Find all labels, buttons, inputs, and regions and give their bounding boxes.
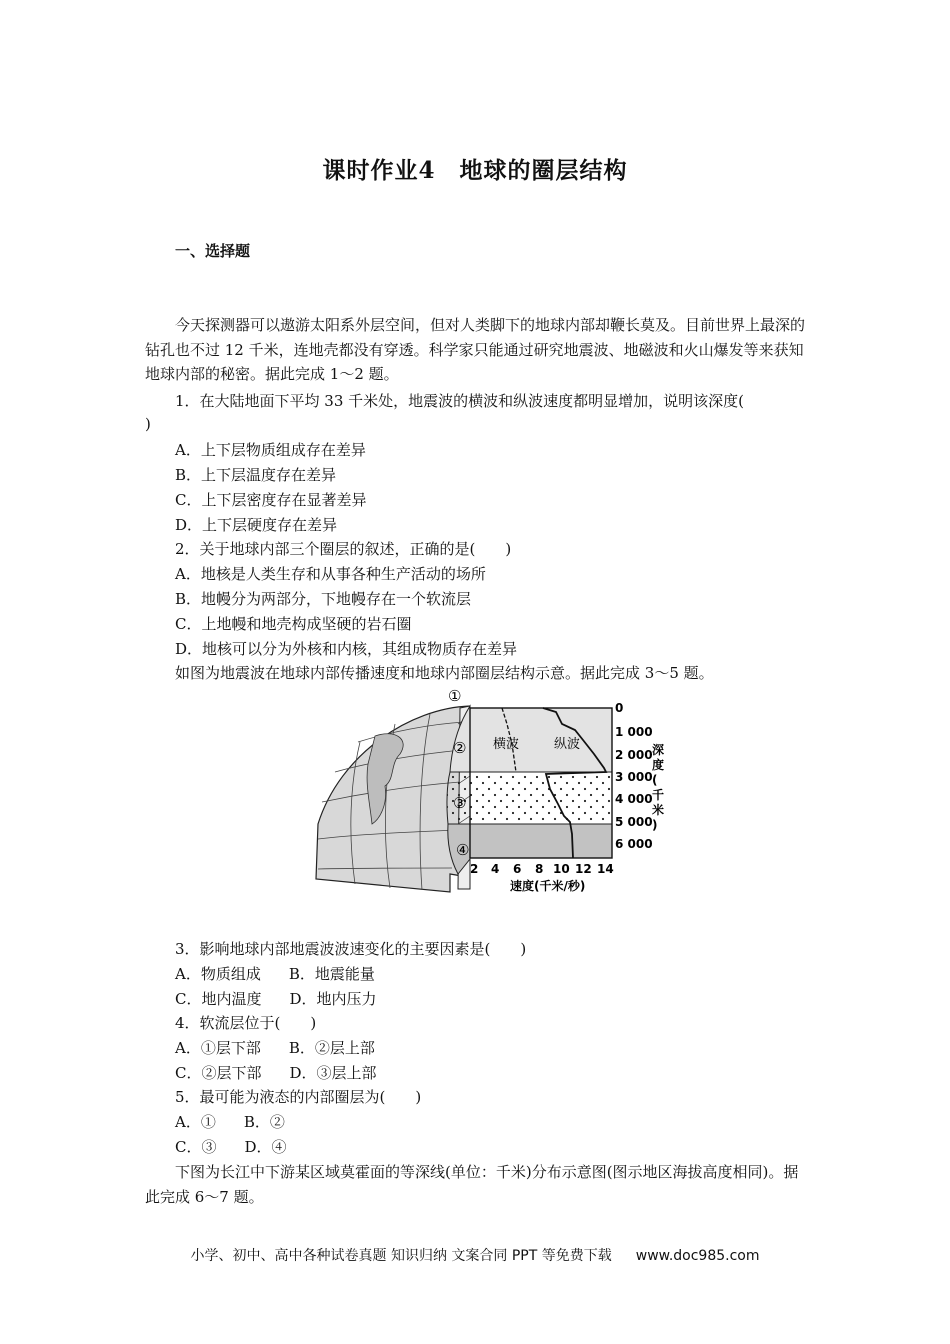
q4-options-row-1 — [175, 1037, 375, 1058]
section-heading: 一、选择题 — [175, 242, 251, 260]
q5-options-row-2 — [175, 1136, 287, 1157]
q3-options-row-2 — [175, 988, 377, 1009]
question-2-stem: 2．关于地球内部三个圈层的叙述，正确的是( ) — [175, 540, 512, 558]
footer-text: 小学、初中、高中各种试卷真题 知识归纳 文案合同 PPT 等免费下载 — [190, 1248, 612, 1264]
speed-tick: 8 — [535, 862, 544, 876]
intro-paragraph-2: 如图为地震波在地球内部传播速度和地球内部圈层结构示意。据此完成 3～5 题。 — [175, 664, 714, 682]
q4-option-a: A．①层下部 — [175, 1039, 261, 1057]
depth-axis-label: 深 — [652, 743, 665, 757]
depth-axis-label: 米 — [652, 803, 665, 817]
q1-option-a: A．上下层物质组成存在差异 — [175, 441, 366, 459]
q2-option-a: A．地核是人类生存和从事各种生产活动的场所 — [175, 565, 486, 583]
question-5-stem: 5．最可能为液态的内部圈层为( ) — [175, 1088, 422, 1106]
q5-options-row-1 — [175, 1111, 285, 1132]
q4-options-row-2 — [175, 1062, 377, 1083]
inner-core-zone — [470, 824, 612, 858]
q4-option-d: D．③层上部 — [289, 1064, 377, 1082]
depth-axis-label: ( — [652, 773, 658, 787]
q2-option-c: C．上地幔和地壳构成坚硬的岩石圈 — [175, 615, 412, 633]
q1-option-c: C．上下层密度存在显著差异 — [175, 491, 367, 509]
q2-option-b: B．地幔分为两部分，下地幔存在一个软流层 — [175, 590, 472, 608]
outer-core-zone — [470, 772, 612, 824]
speed-tick: 6 — [513, 862, 522, 876]
q1-option-d: D．上下层硬度存在差异 — [175, 516, 338, 534]
question-1-stem-end: ) — [145, 415, 151, 433]
depth-tick: 5 000 — [615, 815, 653, 829]
earth-structure-figure — [300, 684, 665, 909]
q1-option-b: B．上下层温度存在差异 — [175, 466, 337, 484]
speed-tick: 14 — [597, 862, 614, 876]
q5-option-d: D．④ — [244, 1138, 287, 1156]
depth-tick: 1 000 — [615, 725, 653, 739]
q5-option-a: A．① — [175, 1113, 216, 1131]
s-wave-label: 横波 — [493, 737, 520, 752]
depth-tick: 2 000 — [615, 748, 653, 762]
q3-option-c: C．地内温度 — [175, 990, 262, 1008]
intro-paragraph-1: 今天探测器可以遨游太阳系外层空间，但对人类脚下的地球内部却鞭长莫及。目前世界上最深的钻孔也不过 12 千米，连地壳都没有穿透。科学家只能通过研究地震波、地磁波和火山爆发等来获知地球内部的秘密。据此完成 1～2 题。 — [145, 316, 806, 384]
q5-option-b: B．② — [243, 1113, 285, 1131]
depth-tick: 6 000 — [615, 837, 653, 851]
depth-tick: 4 000 — [615, 792, 653, 806]
depth-tick: 0 — [615, 701, 624, 715]
intro-paragraph-3: 下图为长江中下游某区域莫霍面的等深线(单位：千米)分布示意图(图示地区海拔高度相同)。据此完成 6～7 题。 — [145, 1163, 799, 1206]
layer-label-3: ③ — [453, 794, 467, 812]
speed-tick: 2 — [470, 862, 479, 876]
layer-label-2: ② — [453, 739, 467, 757]
q3-option-b: B．地震能量 — [288, 965, 375, 983]
depth-tick: 3 000 — [615, 770, 653, 784]
footer-url[interactable]: www.doc985.com — [635, 1248, 760, 1264]
question-4-stem: 4．软流层位于( ) — [175, 1014, 317, 1032]
speed-axis-label: 速度(千米/秒) — [510, 879, 586, 893]
layer-label-4: ④ — [456, 841, 470, 859]
q3-option-d: D．地内压力 — [289, 990, 377, 1008]
mantle-zone — [470, 708, 612, 772]
q3-option-a: A．物质组成 — [175, 965, 261, 983]
q2-option-d: D．地核可以分为外核和内核，其组成物质存在差异 — [175, 640, 518, 658]
q3-options-row-1 — [175, 963, 375, 984]
speed-tick: 12 — [575, 862, 592, 876]
layer-label-1: ① — [448, 687, 462, 705]
speed-tick: 4 — [491, 862, 500, 876]
depth-axis-label: 度 — [652, 758, 665, 772]
depth-axis-label: ) — [652, 818, 658, 832]
p-wave-label: 纵波 — [554, 737, 581, 752]
page-title: 课时作业4 地球的圈层结构 — [322, 157, 628, 184]
question-1-stem: 1．在大陆地面下平均 33 千米处，地震波的横波和纵波速度都明显增加，说明该深度( — [175, 392, 745, 410]
depth-axis-label: 千 — [652, 788, 665, 802]
page-footer — [0, 1245, 950, 1265]
q5-option-c: C．③ — [175, 1138, 217, 1156]
question-3-stem: 3．影响地球内部地震波波速变化的主要因素是( ) — [175, 940, 527, 958]
speed-tick: 10 — [553, 862, 570, 876]
q4-option-b: B．②层上部 — [288, 1039, 375, 1057]
q4-option-c: C．②层下部 — [175, 1064, 262, 1082]
